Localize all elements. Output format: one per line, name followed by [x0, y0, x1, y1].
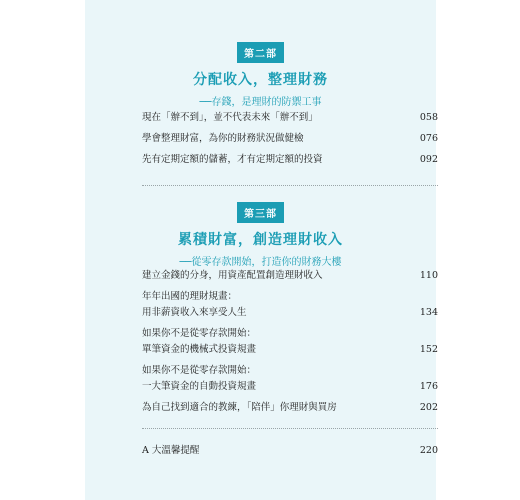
toc-page	[85, 0, 436, 500]
toc-entry-page: 134	[419, 307, 438, 318]
toc-entry-title-line1: 如果你不是從零存款開始：	[142, 365, 257, 376]
toc-entry[interactable]	[142, 110, 438, 126]
toc-entry-page: 092	[419, 154, 438, 165]
part3-subtitle: ──從零存款開始，打造你的財務大樓	[179, 257, 342, 268]
toc-entry-title: 為自己找到適合的教練，「陪伴」你理財與買房	[142, 402, 337, 413]
toc-entry[interactable]	[142, 400, 438, 416]
toc-entry-title-line2: 單筆資金的機械式投資規畫	[142, 344, 257, 355]
toc-entry[interactable]	[142, 152, 438, 168]
part2-badge: 第二部	[237, 42, 284, 63]
toc-entry-title: 建立金錢的分身，用資產配置創造理財收入	[142, 270, 323, 281]
part2-subtitle: ──存錢，是理財的防禦工事	[199, 97, 322, 108]
toc-entry-title-line1: 如果你不是從零存款開始：	[142, 328, 257, 339]
section-divider	[142, 428, 438, 429]
toc-entry-page: 202	[419, 402, 438, 413]
part2-title: 分配收入，整理財務	[193, 72, 328, 88]
toc-entry-title-line2: 一大筆資金的自動投資規畫	[142, 381, 257, 392]
part3-badge: 第三部	[237, 202, 284, 223]
toc-entry-page: 110	[419, 270, 438, 281]
toc-entry[interactable]	[142, 268, 438, 284]
toc-entry-page: 058	[419, 112, 438, 123]
toc-entry-page: 076	[419, 133, 438, 144]
toc-entry-title: 現在「辦不到」，並不代表未來「辦不到」	[142, 112, 318, 123]
toc-entry[interactable]	[142, 289, 438, 321]
part3-title: 累積財富，創造理財收入	[178, 232, 343, 248]
toc-entry[interactable]	[142, 131, 438, 147]
toc-entry-page: 176	[419, 381, 438, 392]
toc-entry-title-line2: 用非薪資收入來享受人生	[142, 307, 247, 318]
toc-entry-title-line1: 年年出國的理財規畫：	[142, 291, 238, 302]
toc-entry-page: 220	[419, 445, 438, 456]
toc-entry-page: 152	[419, 344, 438, 355]
toc-entry-title: 學會整理財富，為你的財務狀況做健檢	[142, 133, 304, 144]
part2-header	[85, 42, 436, 108]
toc-entry[interactable]	[142, 363, 438, 395]
toc-entry-appendix[interactable]	[142, 443, 438, 459]
toc-entry-title: A 大溫馨提醒	[142, 445, 200, 456]
toc-entry-title: 先有定期定額的儲蓄，才有定期定額的投資	[142, 154, 323, 165]
toc-entry[interactable]	[142, 326, 438, 358]
section-divider	[142, 185, 438, 186]
part3-header	[85, 202, 436, 268]
